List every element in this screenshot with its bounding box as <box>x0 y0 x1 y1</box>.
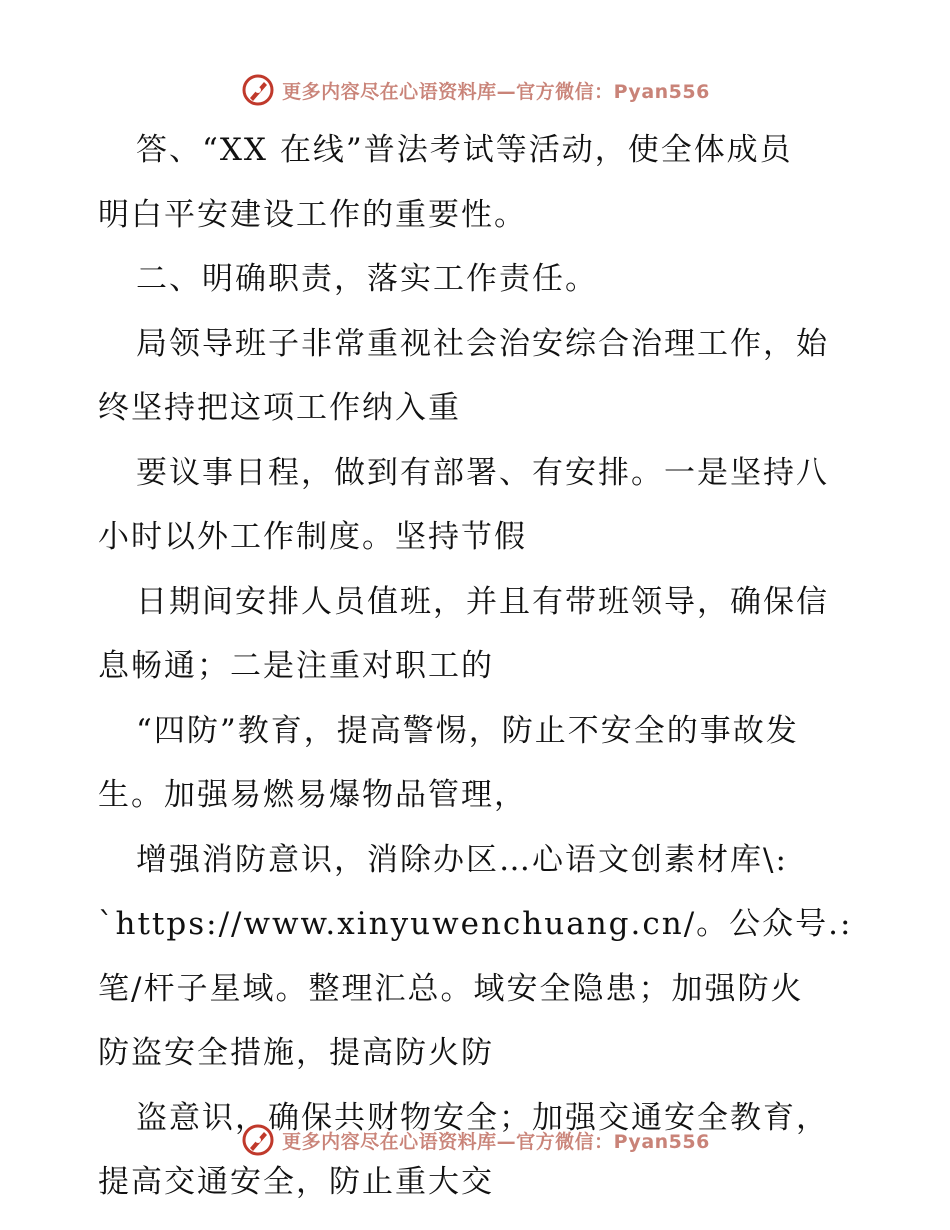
text-line: 要议事日程，做到有部署、有安排。一是坚持八 <box>136 454 829 491</box>
text-line: 盗意识，确保共财物安全；加强交通安全教育， <box>136 1099 829 1136</box>
text-line: 明白平安建设工作的重要性。 <box>98 196 527 233</box>
text-line: 二、明确职责，落实工作责任。 <box>136 261 598 297</box>
footer-watermark <box>0 1120 950 1160</box>
text-line: 日期间安排人员值班，并且有带班领导，确保信 <box>136 583 829 620</box>
text-line: `https://www.xinyuwenchuang.cn/。公众号.: <box>98 906 853 942</box>
text-line: 提高交通安全，防止重大交 <box>98 1164 494 1200</box>
document-body <box>98 118 858 1215</box>
watermark-text: 更多内容尽在心语资料库—官方微信：Pyan556 <box>282 1130 710 1153</box>
text-line: 局领导班子非常重视社会治安综合治理工作，始 <box>136 325 829 362</box>
text-line: 防盗安全措施，提高防火防 <box>98 1035 494 1071</box>
watermark-text: 更多内容尽在心语资料库—官方微信：Pyan556 <box>282 80 710 103</box>
pen-logo-icon <box>240 1122 276 1158</box>
header-watermark <box>0 70 950 110</box>
text-line: 小时以外工作制度。坚持节假 <box>98 519 527 555</box>
text-line: 终坚持把这项工作纳入重 <box>98 390 461 426</box>
text-line: 笔/杆子星域。整理汇总。域安全隐患；加强防火 <box>98 970 804 1007</box>
text-line: “四防”教育，提高警惕，防止不安全的事故发 <box>136 712 799 749</box>
text-line: 增强消防意识，消除办区…心语文创素材库\: <box>136 841 788 878</box>
text-line: 生。加强易燃易爆物品管理， <box>98 777 527 813</box>
pen-logo-icon <box>240 72 276 108</box>
text-line: 答、“XX 在线”普法考试等活动，使全体成员 <box>136 132 793 168</box>
text-line: 息畅通；二是注重对职工的 <box>98 648 494 684</box>
